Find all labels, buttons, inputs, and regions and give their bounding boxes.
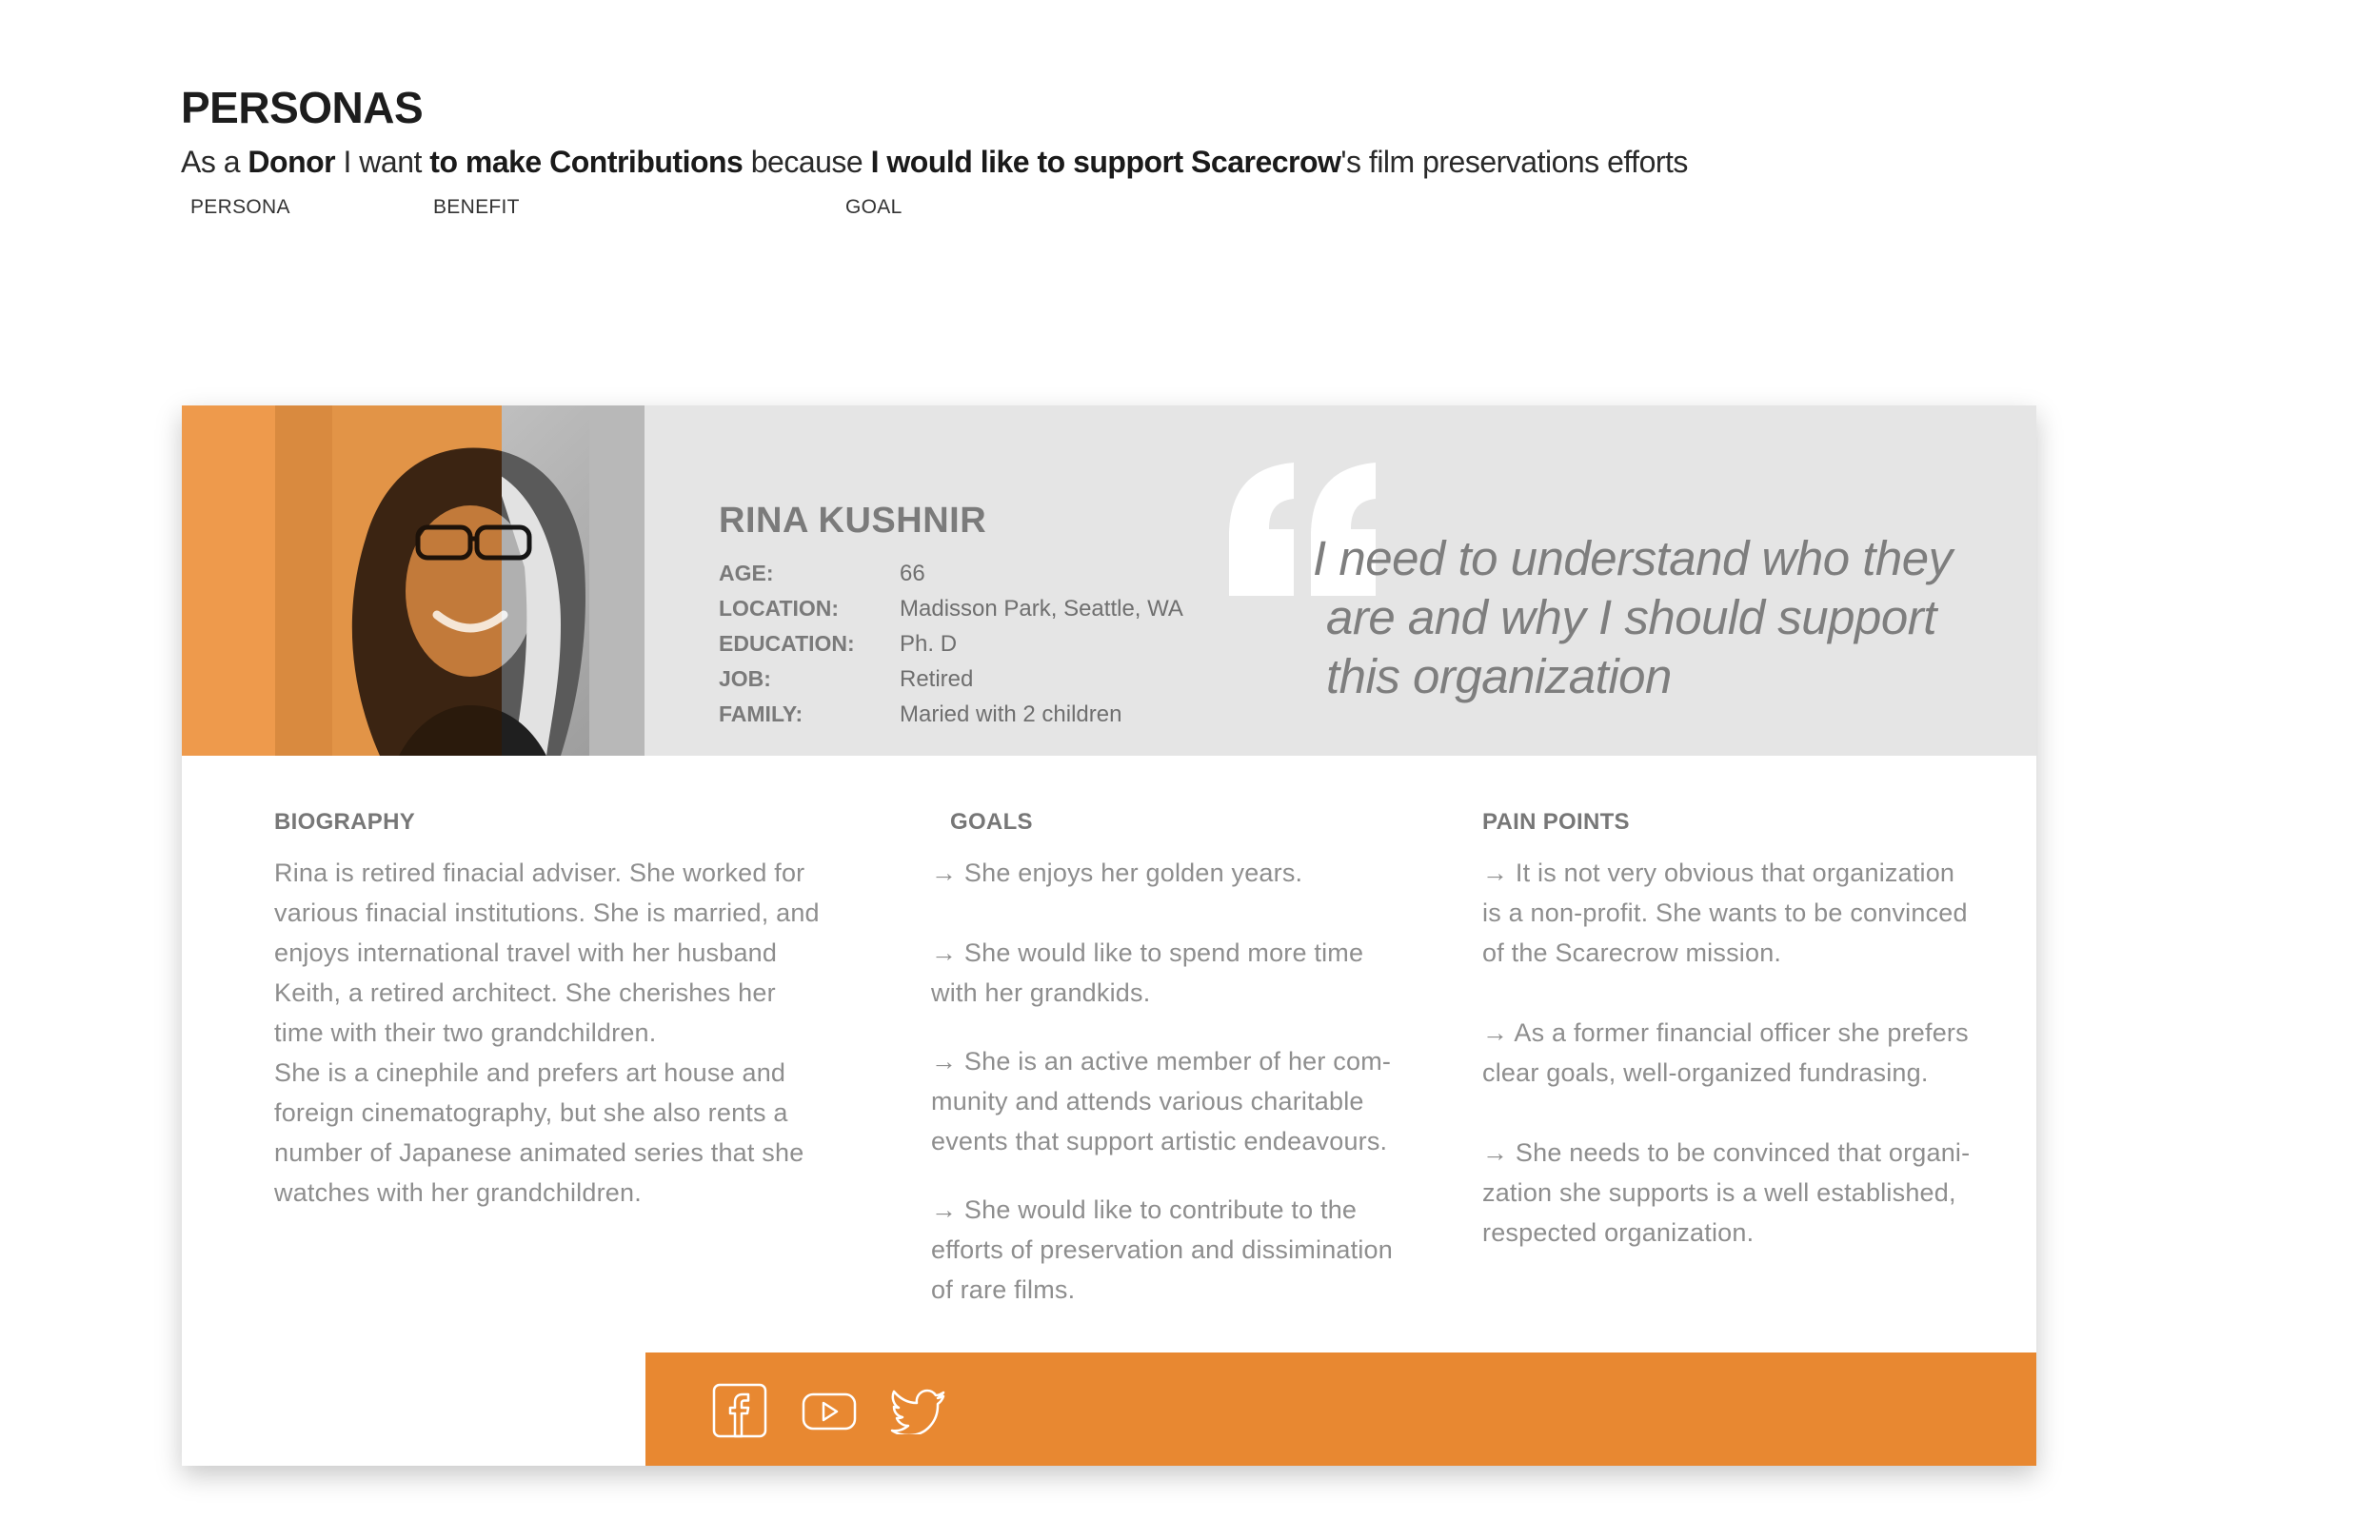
story-label-persona: PERSONA [190, 196, 290, 218]
fact-value: Maried with 2 children [900, 701, 1122, 727]
biography-heading: BIOGRAPHY [274, 809, 416, 835]
fact-label: EDUCATION: [719, 631, 855, 656]
pain-point-line: zation she supports is a well established, [1482, 1178, 1956, 1207]
goal-item [931, 853, 1464, 893]
fact-row-education [719, 626, 1183, 661]
fact-row-family [719, 697, 1183, 732]
biography-text [274, 853, 845, 1213]
goal-line: → She enjoys her golden years. [931, 859, 1303, 887]
persona-header [182, 405, 2036, 756]
biography-line: various finacial institutions. She is married, and [274, 898, 820, 927]
goal-line: → She would like to spend more time [931, 938, 1364, 967]
goal-item [931, 933, 1464, 1013]
goal-item [931, 1190, 1464, 1310]
pain-points-list [1482, 853, 2015, 1253]
youtube-icon[interactable] [802, 1392, 857, 1435]
goal-line: with her grandkids. [931, 978, 1151, 1007]
fact-label: LOCATION: [719, 596, 840, 621]
pain-point-line: clear goals, well-organized fundrasing. [1482, 1058, 1929, 1087]
fact-value: Retired [900, 665, 974, 692]
biography-line: number of Japanese animated series that she [274, 1138, 804, 1167]
goal-line: munity and attends various charitable [931, 1087, 1364, 1116]
goal-line: → She would like to contribute to the [931, 1195, 1358, 1224]
persona-card [182, 405, 2036, 1466]
biography-line: Keith, a retired architect. She cherishes her [274, 978, 776, 1007]
page-title: PERSONAS [181, 83, 424, 132]
user-story: As a Donor I want to make Contributions because I would like to support Scarecrow's film preservations efforts [181, 145, 1688, 179]
pain-points-heading: PAIN POINTS [1482, 809, 1630, 835]
social-footer [645, 1352, 2036, 1466]
persona-quote [1313, 529, 1998, 706]
fact-label: JOB: [719, 666, 771, 691]
story-label-goal: GOAL [845, 196, 902, 218]
twitter-icon[interactable] [889, 1387, 946, 1439]
persona-name: RINA KUSHNIR [719, 501, 987, 541]
biography-line: She is a cinephile and prefers art house and [274, 1058, 786, 1087]
pain-point-line: of the Scarecrow mission. [1482, 938, 1782, 967]
fact-value: Ph. D [900, 630, 958, 657]
biography-line: Rina is retired finacial adviser. She worked for [274, 859, 805, 887]
fact-row-location [719, 591, 1183, 626]
biography-line: foreign cinematography, but she also rents a [274, 1098, 788, 1127]
goal-line: events that support artistic endeavours. [931, 1127, 1388, 1155]
biography-line: watches with her grandchildren. [274, 1178, 642, 1207]
quote-line: I need to understand who they [1313, 531, 1953, 585]
fact-row-age [719, 556, 1183, 591]
fact-label: FAMILY: [719, 701, 803, 726]
pain-point-line: → As a former financial officer she prefers [1482, 1018, 1969, 1047]
persona-facts [719, 556, 1183, 732]
goals-list [931, 853, 1464, 1310]
pain-point-item [1482, 1013, 2015, 1093]
biography-line: time with their two grandchildren. [274, 1018, 657, 1047]
goal-line: of rare films. [931, 1275, 1076, 1304]
goal-item [931, 1041, 1464, 1161]
pain-point-line: → It is not very obvious that organization [1482, 859, 1955, 887]
quote-line: are and why I should support [1326, 590, 1936, 644]
quote-line: this organization [1326, 649, 1672, 703]
goals-section [931, 809, 1464, 1310]
biography-line: enjoys international travel with her husband [274, 938, 778, 967]
goal-line: efforts of preservation and dissimination [931, 1235, 1393, 1264]
fact-value: Madisson Park, Seattle, WA [900, 595, 1183, 622]
fact-label: AGE: [719, 561, 774, 585]
goal-line: → She is an active member of her com- [931, 1047, 1392, 1076]
pain-point-item [1482, 1133, 2015, 1253]
pain-point-line: is a non-profit. She wants to be convinced [1482, 898, 1968, 927]
pain-point-line: → She needs to be convinced that organi- [1482, 1138, 1971, 1167]
persona-photo [275, 405, 645, 756]
biography-section [274, 809, 845, 1213]
fact-row-job [719, 661, 1183, 697]
goals-heading: GOALS [950, 809, 1033, 835]
pain-points-section [1482, 809, 2015, 1253]
facebook-icon[interactable] [712, 1383, 767, 1443]
pain-point-item [1482, 853, 2015, 973]
pain-point-line: respected organization. [1482, 1218, 1755, 1247]
fact-value: 66 [900, 560, 925, 586]
story-label-benefit: BENEFIT [433, 196, 520, 218]
accent-strip [182, 405, 275, 756]
